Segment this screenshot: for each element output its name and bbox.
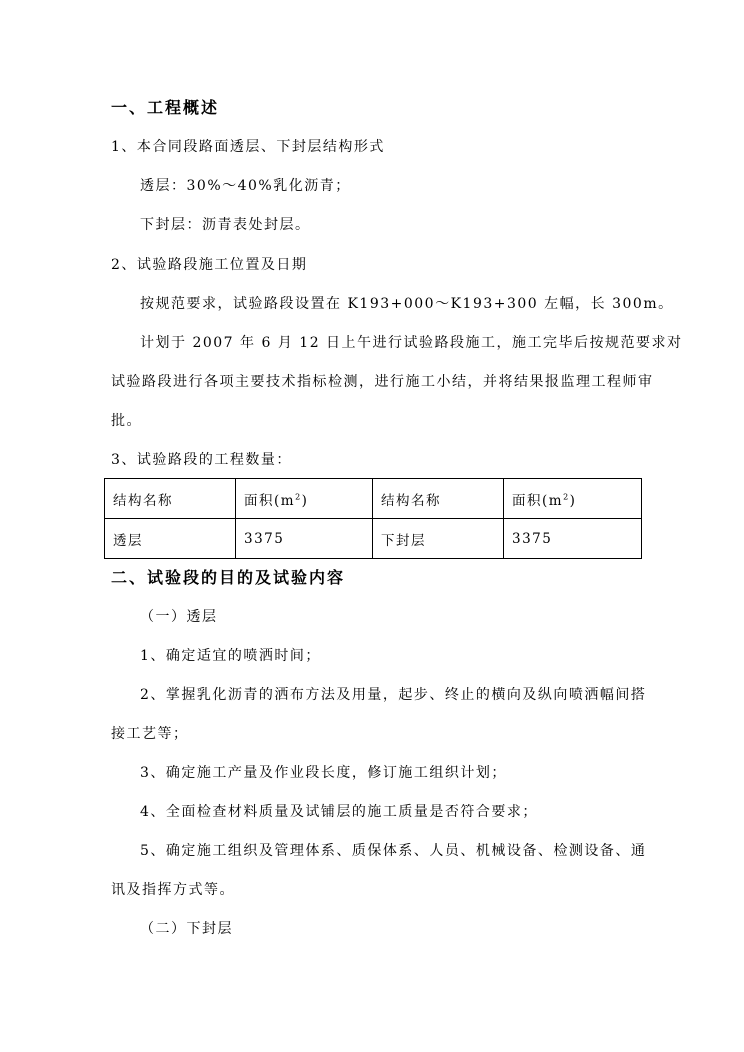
table-row: [105, 519, 642, 559]
purpose-item5-line2: 讯及指挥方式等。: [111, 882, 235, 898]
plan-paragraph-line3: 批。: [111, 413, 142, 429]
quantity-table: [104, 478, 642, 559]
xia-feng-ceng-line: 下封层：沥青表处封层。: [140, 217, 311, 233]
table-header-cell: 结构名称: [373, 479, 504, 519]
plan-paragraph-line1: 计划于 2007 年 6 月 12 日上午进行试验路段施工，施工完毕后按规范要求对: [140, 335, 683, 351]
table-header-row: [105, 479, 642, 519]
table-header-cell: 面积$(m^2)$: [504, 479, 642, 519]
subsection1-title: （一）透层: [140, 609, 218, 625]
purpose-item2-line1: 2、掌握乳化沥青的洒布方法及用量，起步、终止的横向及纵向喷洒幅间搭: [140, 687, 647, 703]
purpose-item3: 3、确定施工产量及作业段长度，修订施工组织计划；: [140, 765, 507, 781]
table-cell: 下封层: [373, 519, 504, 559]
purpose-item2-line2: 接工艺等；: [111, 726, 189, 742]
tou-ceng-line: 透层：30%～40%乳化沥青；: [140, 178, 351, 194]
purpose-item5-line1: 5、确定施工组织及管理体系、质保体系、人员、机械设备、检测设备、通: [140, 843, 647, 859]
section2-heading: 二、试验段的目的及试验内容: [111, 568, 346, 587]
table-header-cell: 结构名称: [105, 479, 236, 519]
location-paragraph: 按规范要求，试验路段设置在 K193+000～K193+300 左幅，长 300m。: [140, 296, 674, 312]
plan-paragraph-line2: 试验路段进行各项主要技术指标检测，进行施工小结，并将结果报监理工程师审: [111, 374, 654, 390]
table-cell: 3375: [504, 519, 642, 559]
section1-heading: 一、工程概述: [111, 98, 220, 117]
item2-title: 2、试验路段施工位置及日期: [111, 257, 308, 273]
table-header-cell: 面积$(m^2)$: [236, 479, 373, 519]
table-cell: 透层: [105, 519, 236, 559]
purpose-item1: 1、确定适宜的喷洒时间；: [140, 648, 321, 664]
subsection2-title: （二）下封层: [140, 921, 233, 937]
item1-title: 1、本合同段路面透层、下封层结构形式: [111, 139, 385, 155]
item3-title: 3、试验路段的工程数量：: [111, 452, 292, 468]
table-cell: 3375: [236, 519, 373, 559]
purpose-item4: 4、全面检查材料质量及试铺层的施工质量是否符合要求；: [140, 804, 538, 820]
